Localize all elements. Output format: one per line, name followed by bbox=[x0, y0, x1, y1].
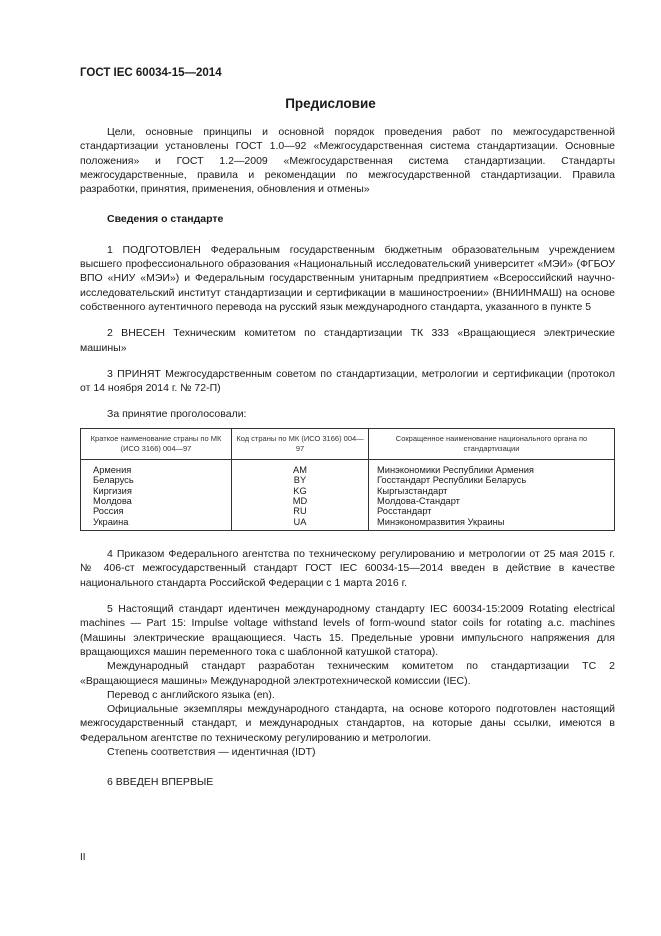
table-row bbox=[81, 459, 615, 475]
cell-code: MD bbox=[232, 496, 369, 506]
table-row bbox=[81, 506, 615, 516]
col-header-country: Краткое наименование страны по МК (ИСО 3166) 004—97 bbox=[81, 428, 232, 459]
item-5-translation-paragraph: Перевод с английского языка (en). bbox=[107, 688, 275, 701]
table-row bbox=[81, 496, 615, 506]
page-title: Предисловие bbox=[285, 96, 376, 111]
intro-paragraph: Цели, основные принципы и основной порядок проведения работ по межгосударственной стандартизации установлены ГОСТ 1.0—92 «Межгосударственная система стандартизации. Основные положения» и ГОСТ 1.2—2009 «Межгосударственная система стандартизации. Стандарты межгосударственные, правила и рекомендации по межгосударственной стандартизации. Правила разработки, принятия, применения, обновления и отмены» bbox=[80, 126, 615, 196]
standard-code-header: ГОСТ IEC 60034-15—2014 bbox=[80, 67, 222, 79]
cell-body: Минэкономики Республики Армения bbox=[369, 459, 615, 475]
cell-country: Россия bbox=[81, 506, 232, 516]
cell-body: Госстандарт Республики Беларусь bbox=[369, 475, 615, 485]
cell-body: Минэкономразвития Украины bbox=[369, 517, 615, 531]
item-5-official-copies-paragraph: Официальные экземпляры международного стандарта, на основе которого подготовлен настоящий межгосударственный стандарт, и международных стандартов, на которые даны ссылки, имеются в Федеральном агентстве по техническому регулированию и метрологии. bbox=[80, 703, 615, 744]
cell-country: Беларусь bbox=[81, 475, 232, 485]
cell-body: Молдова-Стандарт bbox=[369, 496, 615, 506]
voted-label: За принятие проголосовали: bbox=[107, 408, 247, 421]
cell-country: Украина bbox=[81, 517, 232, 531]
item-6-paragraph: 6 ВВЕДЕН ВПЕРВЫЕ bbox=[107, 776, 214, 789]
item-3-paragraph: 3 ПРИНЯТ Межгосударственным советом по стандартизации, метрологии и сертификации (протокол от 14 ноября 2014 г. № 72-П) bbox=[80, 367, 615, 395]
cell-country: Армения bbox=[81, 459, 232, 475]
cell-body: Кыргызстандарт bbox=[369, 486, 615, 496]
col-header-code: Код страны по МК (ИСО 3166) 004—97 bbox=[232, 428, 369, 459]
col-header-body: Сокращенное наименование национального органа по стандартизации bbox=[369, 428, 615, 459]
table-row bbox=[81, 517, 615, 531]
cell-country: Киргизия bbox=[81, 486, 232, 496]
cell-country: Молдова bbox=[81, 496, 232, 506]
cell-body: Росстандарт bbox=[369, 506, 615, 516]
item-4-paragraph: 4 Приказом Федерального агентства по техническому регулированию и метрологии от 25 мая 2015 г. № 406-ст межгосударственный стандарт ГОСТ IEC 60034-15—2014 введен в действие в качестве национального стандарта Российской Федерации с 1 марта 2016 г. bbox=[80, 548, 615, 589]
cell-code: BY bbox=[232, 475, 369, 485]
item-5-paragraph: 5 Настоящий стандарт идентичен международному стандарту IEC 60034-15:2009 Rotating electrical machines — Part 15: Impulse voltage withstand levels of form-wound stator coils for rotating a.c. machines (Машины электрические вращающиеся. Часть 15. Предельные уровни импульсного напряжения для вращающихся машин переменного тока с шаблонной катушкой статора). bbox=[80, 603, 615, 658]
table-header-row bbox=[81, 428, 615, 459]
item-1-paragraph: 1 ПОДГОТОВЛЕН Федеральным государственным бюджетным образовательным учреждением высшего профессионального образования «Национальный исследовательский университет «МЭИ» (ФГБОУ ВПО «НИУ «МЭИ») и Федеральным государственным унитарным предприятием «Всероссийский научно-исследовательский институт стандартизации и сертификации в машиностроении» (ВНИИНМАШ) на основе собственного аутентичного перевода на русский язык международного стандарта, указанного в пункте 5 bbox=[80, 243, 615, 313]
document-body bbox=[80, 125, 615, 790]
section-title: Сведения о стандарте bbox=[107, 213, 224, 226]
item-2-paragraph: 2 ВНЕСЕН Техническим комитетом по стандартизации ТК 333 «Вращающиеся электрические машины» bbox=[80, 327, 615, 354]
item-5-committee-paragraph: Международный стандарт разработан техническим комитетом по стандартизации ТС 2 «Вращающиеся машины» Международной электротехнической комиссии (IEC). bbox=[80, 660, 615, 687]
cell-code: KG bbox=[232, 486, 369, 496]
item-5-conformity-paragraph: Степень соответствия — идентичная (IDT) bbox=[107, 746, 316, 759]
cell-code: RU bbox=[232, 506, 369, 516]
table-row bbox=[81, 475, 615, 485]
voting-countries-table bbox=[80, 428, 615, 531]
page-number: II bbox=[80, 852, 86, 863]
cell-code: UA bbox=[232, 517, 369, 531]
cell-code: AM bbox=[232, 459, 369, 475]
table-row bbox=[81, 486, 615, 496]
